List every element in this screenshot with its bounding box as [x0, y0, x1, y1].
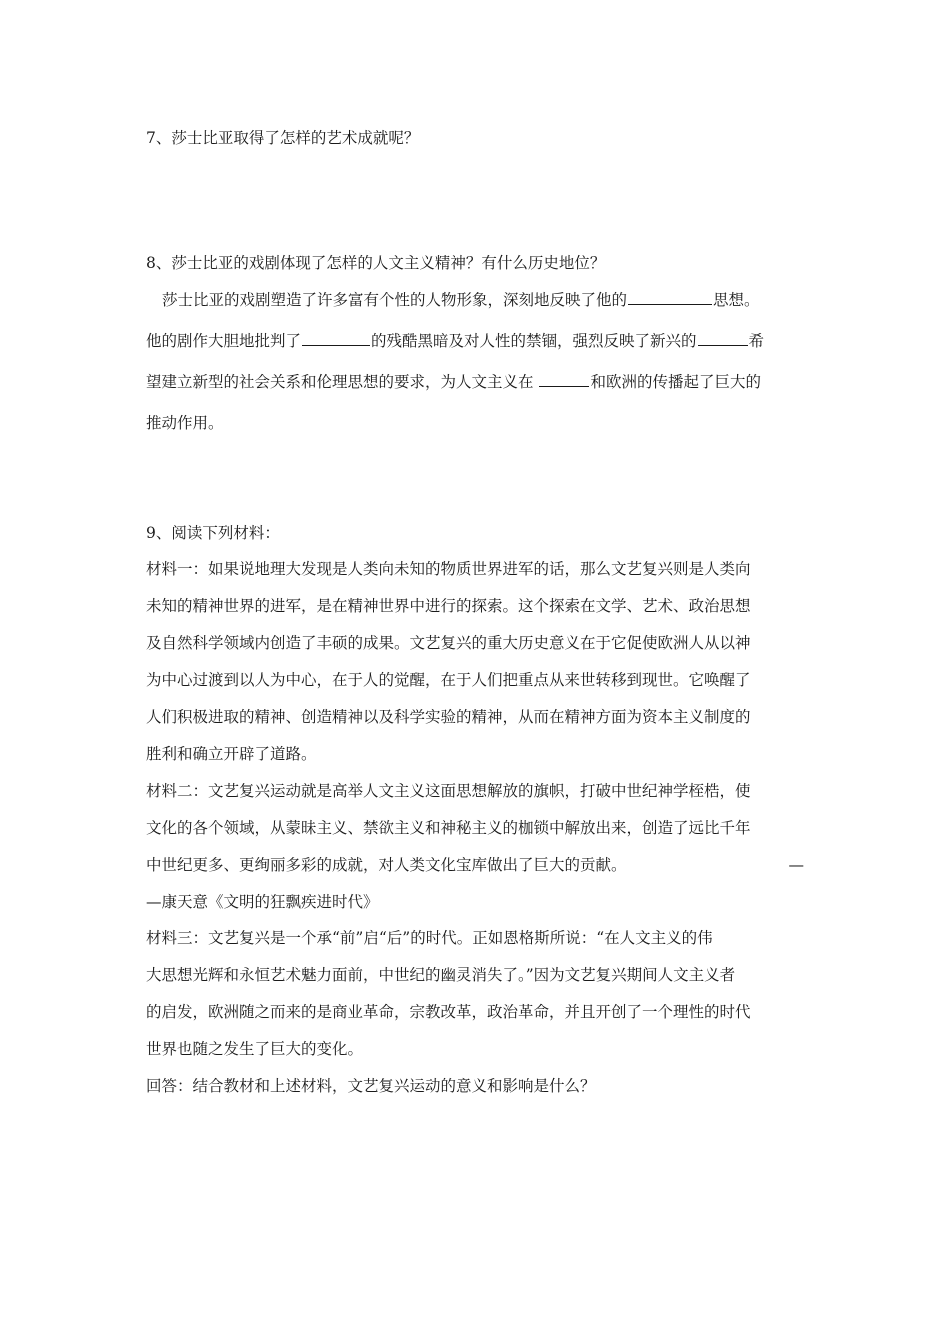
- q8-text-2b: 的残酷黑暗及对人性的禁锢，强烈反映了新兴的: [371, 332, 697, 350]
- source-dash: —: [788, 856, 804, 874]
- question-8-line-3: [146, 371, 761, 393]
- fill-blank-2[interactable]: [302, 330, 370, 346]
- material-1-line: 未知的精神世界的进军，是在精神世界中进行的探索。这个探索在文学、艺术、政治思想: [146, 597, 751, 615]
- material-3-line: 大思想光辉和永恒艺术魅力面前，中世纪的幽灵消失了。”因为文艺复兴期间人文主义者: [146, 966, 736, 984]
- q8-text-1a: 莎士比亚的戏剧塑造了许多富有个性的人物形象，深刻地反映了他的: [162, 291, 628, 309]
- q8-text-3a: 望建立新型的社会关系和伦理思想的要求，为人文主义在: [146, 373, 534, 391]
- question-8-line-4: 推动作用。: [146, 414, 224, 432]
- fill-blank-3[interactable]: [698, 330, 748, 346]
- material-2-source: —康天意《文明的狂飘疾进时代》: [146, 893, 379, 911]
- question-7: 7、莎士比亚取得了怎样的艺术成就呢？: [146, 129, 420, 147]
- q8-text-2c: 希: [748, 332, 765, 350]
- material-2-line: 材料二：文艺复兴运动就是高举人文主义这面思想解放的旗帜，打破中世纪神学桎梏，使: [146, 782, 751, 800]
- material-1-line: 材料一：如果说地理大发现是人类向未知的物质世界进军的话，那么文艺复兴则是人类向: [146, 560, 751, 578]
- answer-prompt: 回答：结合教材和上述材料，文艺复兴运动的意义和影响是什么？: [146, 1077, 596, 1095]
- material-3-line: 世界也随之发生了巨大的变化。: [146, 1040, 364, 1058]
- material-3-line: 的启发，欧洲随之而来的是商业革命，宗教改革，政治革命，并且开创了一个理性的时代: [146, 1003, 751, 1021]
- material-1-line: 胜利和确立开辟了道路。: [146, 745, 317, 763]
- question-9-title: 9、阅读下列材料：: [146, 524, 280, 542]
- question-8-line-1: [162, 289, 760, 311]
- fill-blank-4[interactable]: [539, 371, 589, 387]
- question-8-line-2: [146, 330, 764, 352]
- question-8-title: 8、莎士比亚的戏剧体现了怎样的人文主义精神？有什么历史地位？: [146, 254, 606, 272]
- material-1-line: 为中心过渡到以人为中心，在于人的觉醒，在于人们把重点从来世转移到现世。它唤醒了: [146, 671, 751, 689]
- material-2-line: 文化的各个领域，从蒙昧主义、禁欲主义和神秘主义的枷锁中解放出来，创造了远比千年: [146, 819, 751, 837]
- q8-text-3b: 和欧洲的传播起了巨大的: [590, 373, 761, 391]
- material-1-line: 人们积极进取的精神、创造精神以及科学实验的精神，从而在精神方面为资本主义制度的: [146, 708, 751, 726]
- material-2-line: 中世纪更多、更绚丽多彩的成就，对人类文化宝库做出了巨大的贡献。: [146, 856, 627, 874]
- material-1-line: 及自然科学领域内创造了丰硕的成果。文艺复兴的重大历史意义在于它促使欧洲人从以神: [146, 634, 751, 652]
- q8-text-1b: 思想。: [713, 291, 760, 309]
- q8-text-2a: 他的剧作大胆地批判了: [146, 332, 302, 350]
- fill-blank-1[interactable]: [628, 289, 712, 305]
- material-3-line: 材料三：文艺复兴是一个承“前”启“后”的时代。正如恩格斯所说：“在人文主义的伟: [146, 929, 713, 947]
